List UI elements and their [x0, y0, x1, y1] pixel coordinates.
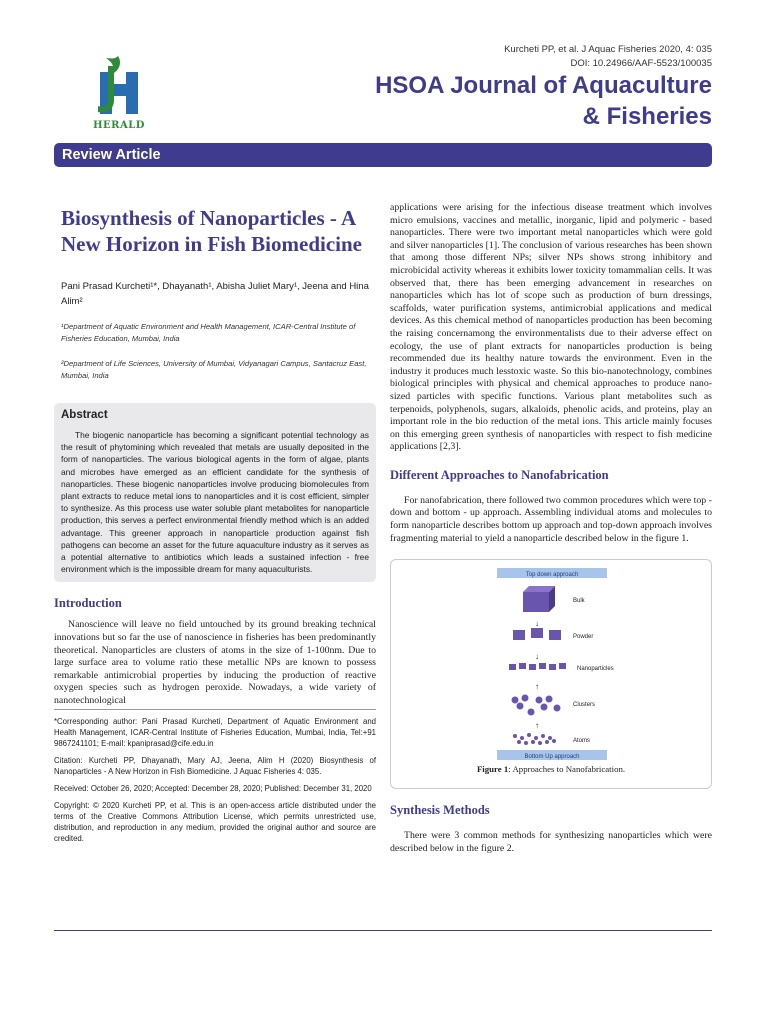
top-down-label: Top down approach [525, 572, 579, 579]
figure-caption-label: Figure 1 [476, 764, 509, 775]
nanoparticles-icon [509, 663, 566, 670]
continuation-text: applications were arising for the infectious disease treatment which involves micro emulsions, vaccines and metallic, inorganic, lipid and polymeric - based nanoparticles. There were two important metal nanoparticles which were gold and silver nanoparticles [1]. The conclusion of various researches has been shown that among those different NPs; silver NPs shows strong inhibitory and microbicidal activity whereas it exhibits lower toxicity tomammalian cells. It was observed that, there has been emerging advancement in researches on nanoparticles which has lot of scope such as production of burn dressings, scaffolds, water purification systems, antimicrobial applications and medical devices. As this chemical method of nanoparticles production has been becoming the raising concernamong the environmentalists due to their adverse effect on ecology, the use of plant extracts for nanoparticles production is being recommended due its healthy nature towards the environment. Even in the industry it produces much lesstoxic waste. So this bio-nanotechnology, combines biological principles with physical and chemical approaches to produce nano-sized particles with specific functions. Various plant metabolites such as terpenoids, polyphenols, sugars, alkaloids, phenolic acids, and proteins, play an important role in the bio reduction of the metal ions. This article mainly focuses on this emerging green synthesis of nanoparticles with respect to fish medicine applications [2,3]. [390, 202, 712, 453]
page-bottom-rule [54, 930, 712, 931]
stage-label-powder: Powder [573, 634, 594, 641]
herald-logo-icon [86, 54, 152, 118]
abstract-heading: Abstract [61, 409, 108, 421]
left-column [54, 195, 376, 844]
bottom-up-label: Bottom Up approach [524, 754, 580, 761]
figure-1 [390, 559, 712, 789]
article-type-label: Review Article [62, 147, 161, 163]
abstract-text: The biogenic nanoparticle has becoming a significant potential technology as the result of phytomining which revealed that metals are usually deposited in the form of nanoparticles. The various biological agents in the form of algae, plants and microbes have emerged as an efficient candidate for the synthesis of nanoparticles. These biogenic nanoparticles involve producing biomolecules from plant extracts to reduce metal ions to nanoparticles and it is cost efficient, simpler to synthesize. As this process use water soluble plant metabolites for nanoparticle production, this serves a perfect environmental friendly method which is an added advantage. This greener approach in nanoparticle production against fish pathogens can become an asset for the future aquaculture industry as it serves as a potential alternative to antibiotics which leads a sustained infection - free environment which is the impossible dream for many aquaculturists. [61, 430, 369, 575]
figure-caption [391, 764, 711, 774]
powder-cubes-icon [513, 628, 561, 640]
down-arrow-icon: ↓ [535, 619, 539, 629]
up-arrow-icon: ↑ [535, 682, 539, 692]
abstract-box [54, 403, 376, 582]
right-column [390, 202, 712, 855]
approaches-text: For nanofabrication, there followed two common procedures which were top - down and bottom - up approach. Assembling individual atoms and molecules to form nanoparticle describes bottom up approach and top-down approach involves fragmenting material to yield a nanoparticle described below in the figure 1. [390, 494, 712, 544]
bulk-cube-icon [523, 586, 555, 612]
article-type-banner [54, 143, 712, 167]
synthesis-methods-heading: Synthesis Methods [390, 803, 490, 818]
atoms-icon [513, 733, 556, 745]
article-title: Biosynthesis of Nanoparticles - A New Horizon in Fish Biomedicine [61, 206, 362, 256]
approaches-heading: Different Approaches to Nanofabrication [390, 467, 609, 482]
nanofabrication-diagram [391, 560, 711, 788]
footnote-divider [54, 709, 376, 710]
stage-label-clusters: Clusters [573, 702, 596, 709]
journal-logo [86, 54, 152, 134]
author-list: Pani Prasad Kurcheti¹*, Dhayanath¹, Abisha Juliet Mary¹, Jeena and Hina Alim² [61, 281, 369, 307]
figure-caption-text: : Approaches to Nanofabrication. [508, 764, 626, 775]
affiliation-1: ¹Department of Aquatic Environment and Health Management, ICAR-Central Institute of Fisheries Education, Mumbai, India [61, 322, 356, 343]
dates-note: Received: October 26, 2020; Accepted: December 28, 2020; Published: December 31, 2020 [54, 783, 372, 793]
doi-line[interactable]: DOI: 10.24966/AAF-5523/100035 [570, 58, 712, 69]
citation-line: Kurcheti PP, et al. J Aquac Fisheries 2020, 4: 035 [504, 44, 712, 55]
citation-note: Citation: Kurcheti PP, Dhayanath, Mary AJ, Jeena, Alim H (2020) Biosynthesis of Nanoparticles - A New Horizon in Fish Biomedicine. J Aquac Fisheries 4: 035. [54, 755, 376, 776]
stage-label-nanoparticles: Nanoparticles [577, 666, 614, 673]
journal-title: HSOA Journal of Aquaculture & Fisheries [375, 72, 712, 130]
affiliation-2: ²Department of Life Sciences, University of Mumbai, Vidyanagari Campus, Santacruz East, Mumbai, India [61, 359, 367, 380]
down-arrow-icon: ↓ [535, 652, 539, 662]
stage-label-bulk: Bulk [573, 598, 585, 605]
stage-label-atoms: Atoms [573, 738, 591, 745]
logo-wordmark: HERALD [93, 120, 145, 131]
corresponding-author-note: *Corresponding author: Pani Prasad Kurcheti, Department of Aquatic Environment and Health Management, ICAR-Central Institute of Fisheries Education, Mumbai, India, Tel:+91 9867241101; E-mail: kpaniprasad@cife.edu.in [54, 716, 376, 748]
introduction-text: Nanoscience will leave no field untouched by its ground breaking technical innovations but so far the use of nanoscience in fisheries has been predominantly theoretical. Nanoparticles are clusters of atoms in the size of 1-100nm. Due to large surface area to volume ratio these metallic NPs are known to possess remarkable antimicrobial properties by inducing the production of reactive oxygen species such as hydrogen peroxide. Nowadays, a wide variety of nanotechnological [54, 619, 376, 706]
copyright-note: Copyright: © 2020 Kurcheti PP, et al. This is an open-access article distributed under the terms of the Creative Commons Attribution License, which permits unrestricted use, distribution, and reproduction in any medium, provided the original author and source are credited. [54, 800, 376, 843]
clusters-icon [512, 695, 561, 716]
up-arrow-icon: ↑ [535, 721, 539, 731]
synthesis-methods-text: There were 3 common methods for synthesizing nanoparticles which were described below in the figure 2. [390, 830, 712, 854]
introduction-heading: Introduction [54, 596, 122, 611]
